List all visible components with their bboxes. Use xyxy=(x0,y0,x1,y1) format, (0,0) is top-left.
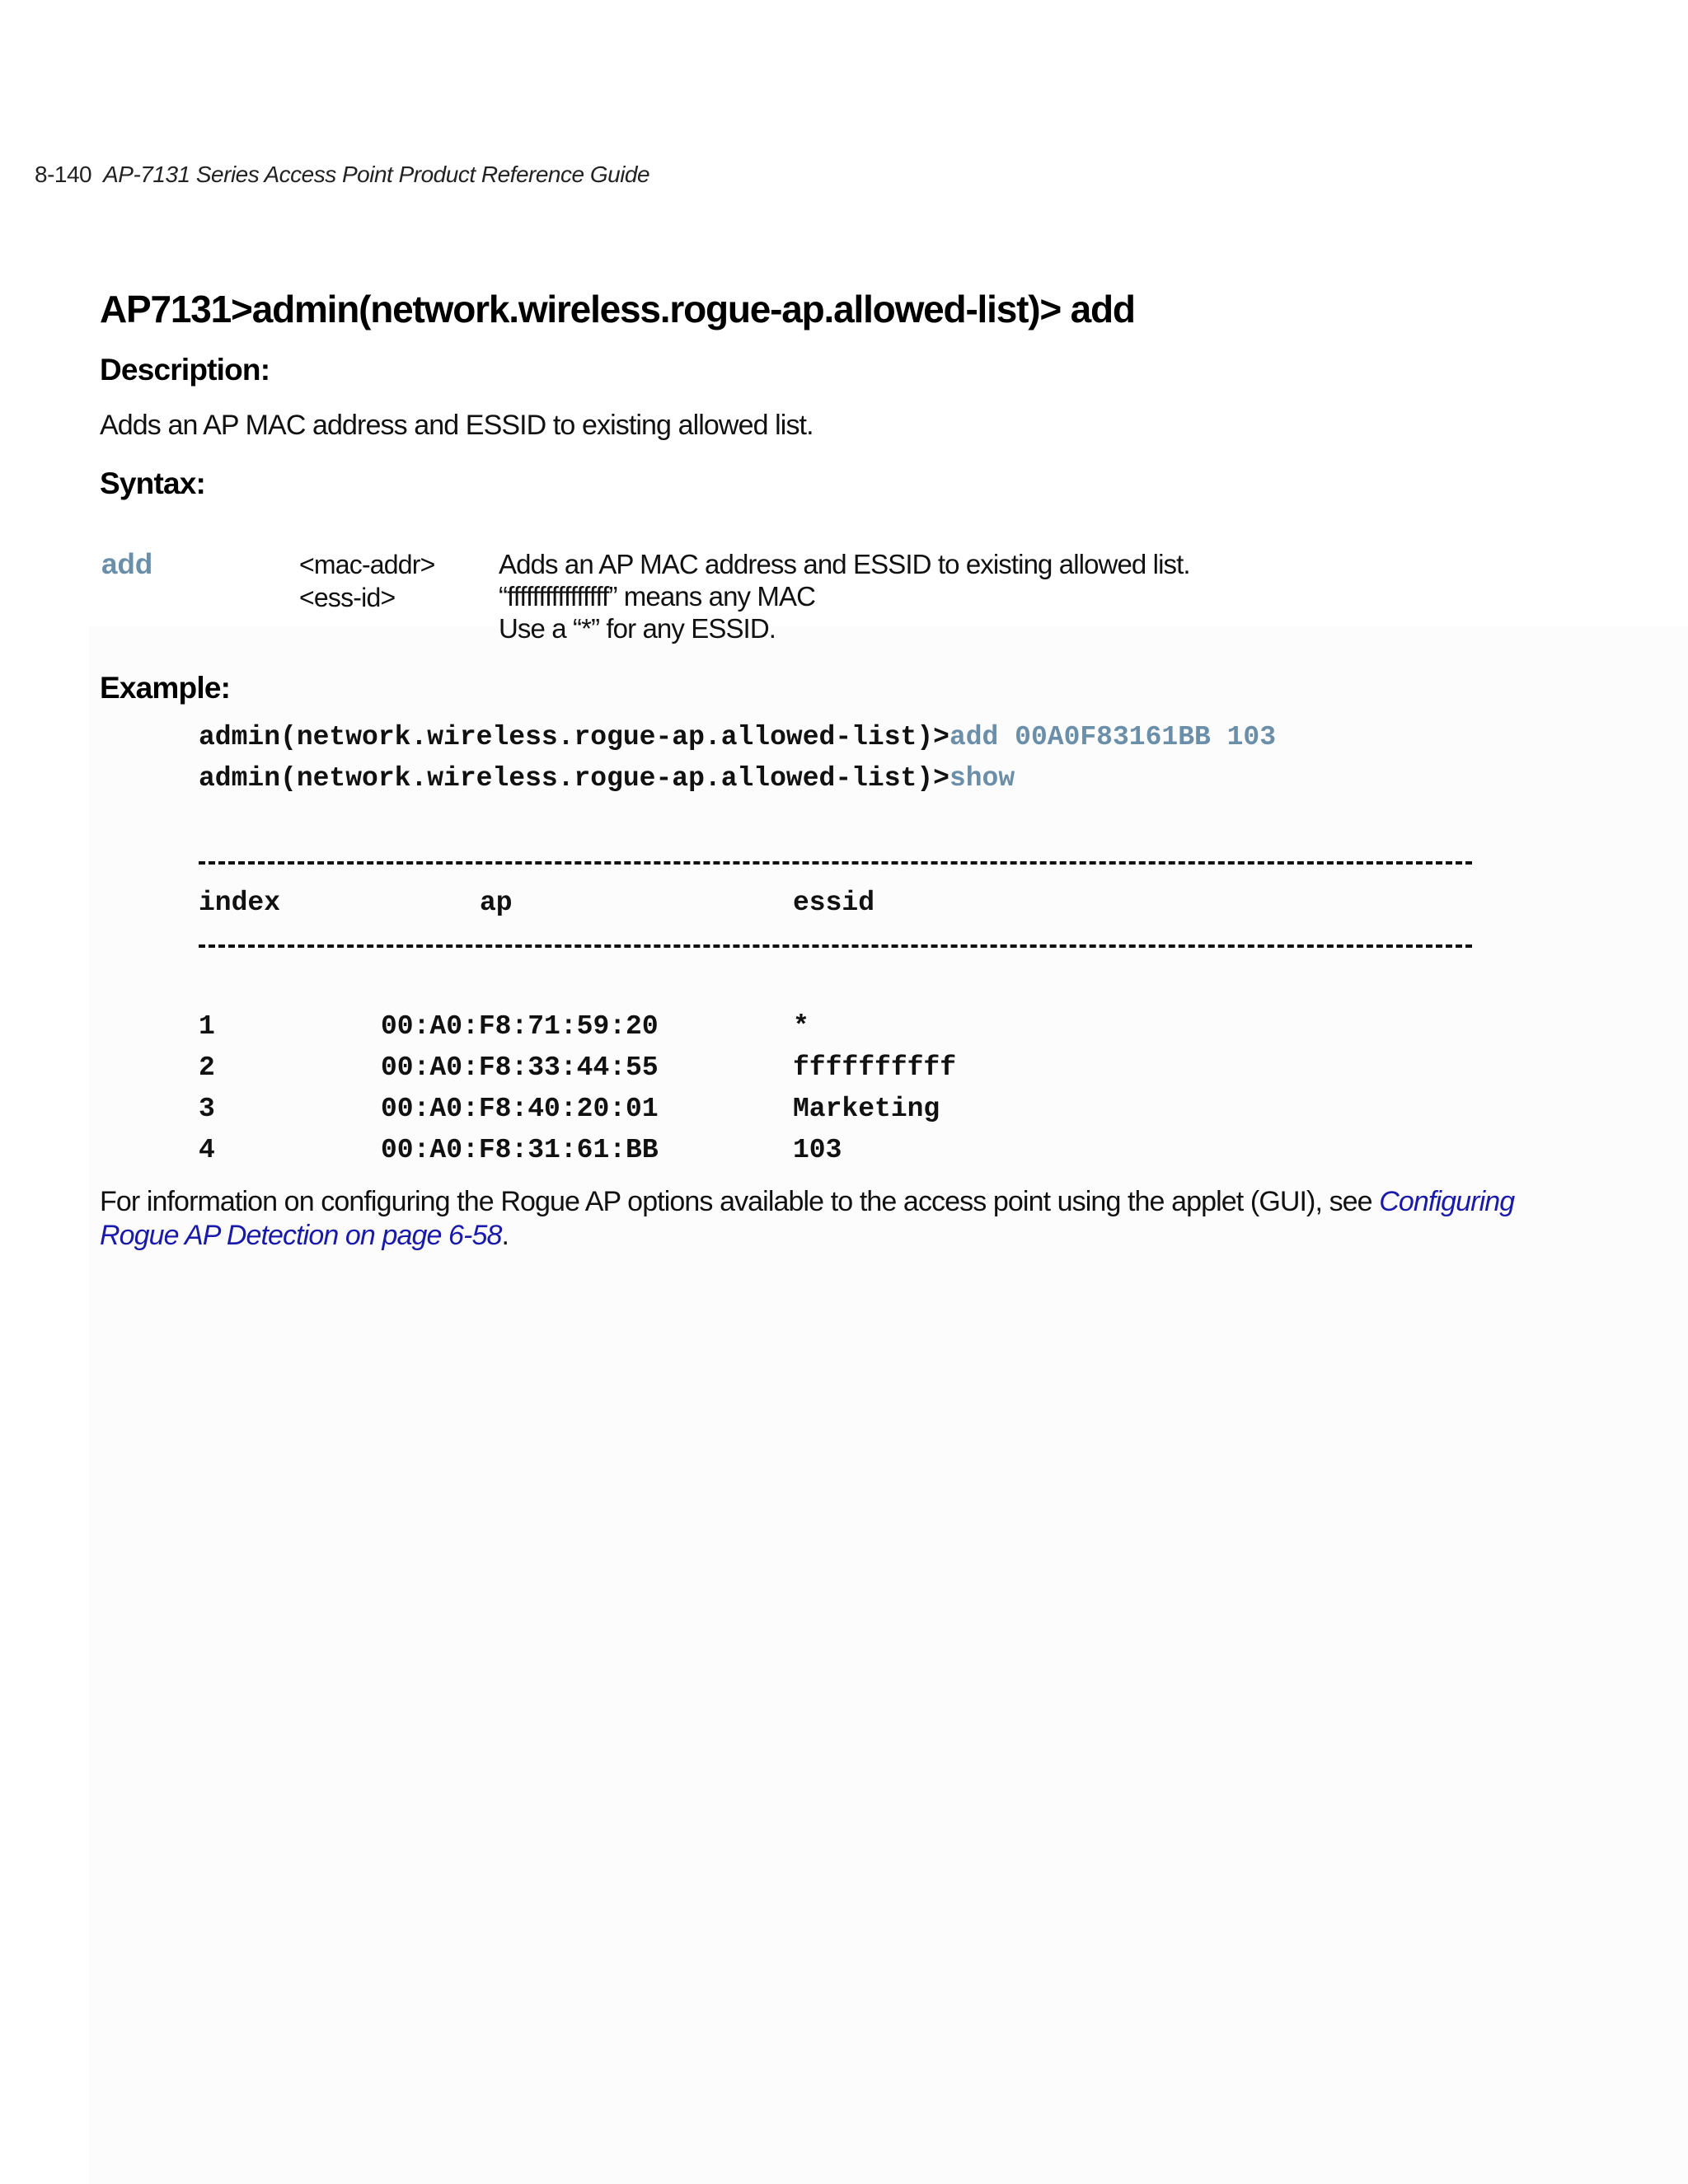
command-title: AP7131>admin(network.wireless.rogue-ap.allowed-list)> add xyxy=(100,288,1135,330)
command-prompt: admin(network.wireless.rogue-ap.allowed-list)> xyxy=(199,722,950,752)
param-mac-addr: <mac-addr> xyxy=(299,550,435,579)
cell-essid: Marketing xyxy=(793,1094,940,1124)
page-background xyxy=(89,626,1688,2184)
cell-ap: 00:A0:F8:33:44:55 xyxy=(381,1052,659,1083)
table-separator-bottom xyxy=(199,944,1472,948)
table-separator-top xyxy=(199,861,1472,865)
syntax-heading: Syntax: xyxy=(100,466,206,500)
command-argument: show xyxy=(949,763,1015,794)
description-text: Adds an AP MAC address and ESSID to existing allowed list. xyxy=(100,410,814,441)
cell-essid: 103 xyxy=(793,1135,842,1165)
syntax-desc-line: Adds an AP MAC address and ESSID to existing allowed list. xyxy=(499,549,1190,579)
reference-text: For information on configuring the Rogue AP options available to the access point using the applet (GUI), see xyxy=(100,1186,1380,1217)
example-command-show xyxy=(199,763,1015,794)
column-header-ap: ap xyxy=(480,888,513,918)
guide-title: AP-7131 Series Access Point Product Reference Guide xyxy=(103,162,650,187)
page-number: 8-140 xyxy=(35,162,92,187)
column-header-essid: essid xyxy=(793,888,875,918)
cell-index: 3 xyxy=(199,1094,215,1124)
cell-ap: 00:A0:F8:31:61:BB xyxy=(381,1135,659,1165)
cell-essid: ffffffffff xyxy=(793,1052,957,1083)
cross-reference-link[interactable]: Configuring Rogue AP Detection on page 6-58 xyxy=(100,1186,1515,1251)
reference-paragraph xyxy=(100,1185,1567,1253)
command-prompt: admin(network.wireless.rogue-ap.allowed-list)> xyxy=(199,763,950,794)
example-command-add xyxy=(199,722,1276,752)
cell-ap: 00:A0:F8:40:20:01 xyxy=(381,1094,659,1124)
example-heading: Example: xyxy=(100,671,231,705)
syntax-description xyxy=(499,548,1190,644)
param-ess-id: <ess-id> xyxy=(299,583,396,612)
cell-essid: * xyxy=(793,1011,809,1042)
cell-index: 2 xyxy=(199,1052,215,1083)
description-heading: Description: xyxy=(100,353,270,387)
command-argument: add 00A0F83161BB 103 xyxy=(949,722,1277,752)
syntax-desc-line: Use a “*” for any ESSID. xyxy=(499,613,776,644)
cell-index: 1 xyxy=(199,1011,215,1042)
cell-ap: 00:A0:F8:71:59:20 xyxy=(381,1011,659,1042)
cell-index: 4 xyxy=(199,1135,215,1165)
reference-end: . xyxy=(501,1220,509,1251)
column-header-index: index xyxy=(199,888,281,918)
syntax-command: add xyxy=(101,548,153,580)
page-header xyxy=(35,162,649,188)
syntax-desc-line: “ffffffffffffffff” means any MAC xyxy=(499,581,816,612)
syntax-params xyxy=(299,548,435,614)
